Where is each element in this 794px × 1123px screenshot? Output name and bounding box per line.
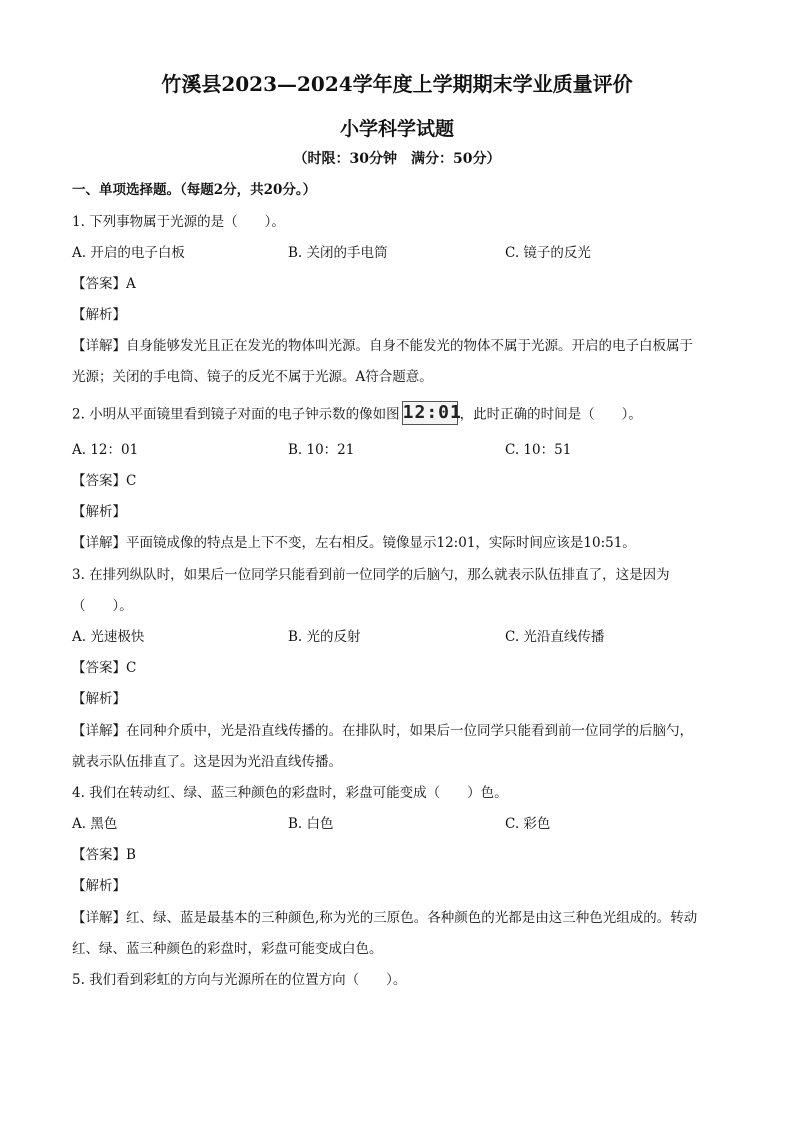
question-2-analysis: 【解析】 <box>72 504 126 520</box>
question-4-analysis: 【解析】 <box>72 878 126 894</box>
question-5-stem: 5. 我们看到彩虹的方向与光源所在的位置方向（ ）。 <box>72 972 407 988</box>
exam-subtitle: 小学科学试题 <box>339 118 454 140</box>
question-2-detail-line-1: 【详解】平面镜成像的特点是上下不变，左右相反。镜像显示12:01，实际时间应该是10:51。 <box>72 535 636 551</box>
question-1-analysis: 【解析】 <box>72 307 126 323</box>
question-1-stem: 1. 下列事物属于光源的是（ ）。 <box>72 214 285 230</box>
question-2-answer: 【答案】C <box>72 473 137 489</box>
question-1-option-b: B. 关闭的手电筒 <box>288 245 388 261</box>
exam-meta: （时限：30分钟 满分：50分） <box>293 151 501 167</box>
question-4-option-b: B. 白色 <box>288 816 334 832</box>
question-2-stem <box>72 403 642 427</box>
question-3-answer: 【答案】C <box>72 660 137 676</box>
question-2-option-a: A. 12：01 <box>72 442 139 458</box>
question-2-stem-after: ，此时正确的时间是（ ）。 <box>459 406 642 423</box>
question-2-stem-before: 2. 小明从平面镜里看到镜子对面的电子钟示数的像如图 <box>72 406 400 423</box>
question-4-option-c: C. 彩色 <box>505 816 551 832</box>
question-4-answer: 【答案】B <box>72 847 136 863</box>
exam-title: 竹溪县2023—2024学年度上学期期末学业质量评价 <box>161 72 633 96</box>
question-4-stem: 4. 我们在转动红、绿、蓝三种颜色的彩盘时，彩盘可能变成（ ）色。 <box>72 785 508 801</box>
question-3-analysis: 【解析】 <box>72 691 126 707</box>
question-2-option-b: B. 10：21 <box>288 442 355 458</box>
question-4-detail-line-2: 红、绿、蓝三种颜色的彩盘时，彩盘可能变成白色。 <box>72 941 383 957</box>
question-3-detail-line-1: 【详解】在同种介质中，光是沿直线传播的。在排队时，如果后一位同学只能看到前一位同学的后脑勺， <box>72 723 693 739</box>
section-heading: 一、单项选择题。（每题2分，共20分。） <box>72 182 317 198</box>
question-4-detail-line-1: 【详解】红、绿、蓝是最基本的三种颜色,称为光的三原色。各种颜色的光都是由这三种色光组成的。转动 <box>72 910 698 926</box>
question-2-option-c: C. 10：51 <box>505 442 572 458</box>
question-3-option-a: A. 光速极快 <box>72 629 145 645</box>
question-1-answer: 【答案】A <box>72 276 136 292</box>
question-3-stem-line-2: （ ）。 <box>72 598 133 614</box>
question-1-option-c: C. 镜子的反光 <box>505 245 591 261</box>
question-3-detail-line-2: 就表示队伍排直了。这是因为光沿直线传播。 <box>72 754 342 770</box>
digital-clock-image: 12:01 <box>402 402 462 423</box>
question-1-detail-line-1: 【详解】自身能够发光且正在发光的物体叫光源。自身不能发光的物体不属于光源。开启的电子白板属于 <box>72 338 693 354</box>
question-3-stem-line-1: 3. 在排列纵队时，如果后一位同学只能看到前一位同学的后脑勺，那么就表示队伍排直了，这是因为 <box>72 567 670 583</box>
question-1-option-a: A. 开启的电子白板 <box>72 245 185 261</box>
question-3-option-b: B. 光的反射 <box>288 629 361 645</box>
question-1-detail-line-2: 光源；关闭的手电筒、镜子的反光不属于光源。A符合题意。 <box>72 369 433 385</box>
question-3-option-c: C. 光沿直线传播 <box>505 629 605 645</box>
question-4-option-a: A. 黑色 <box>72 816 118 832</box>
